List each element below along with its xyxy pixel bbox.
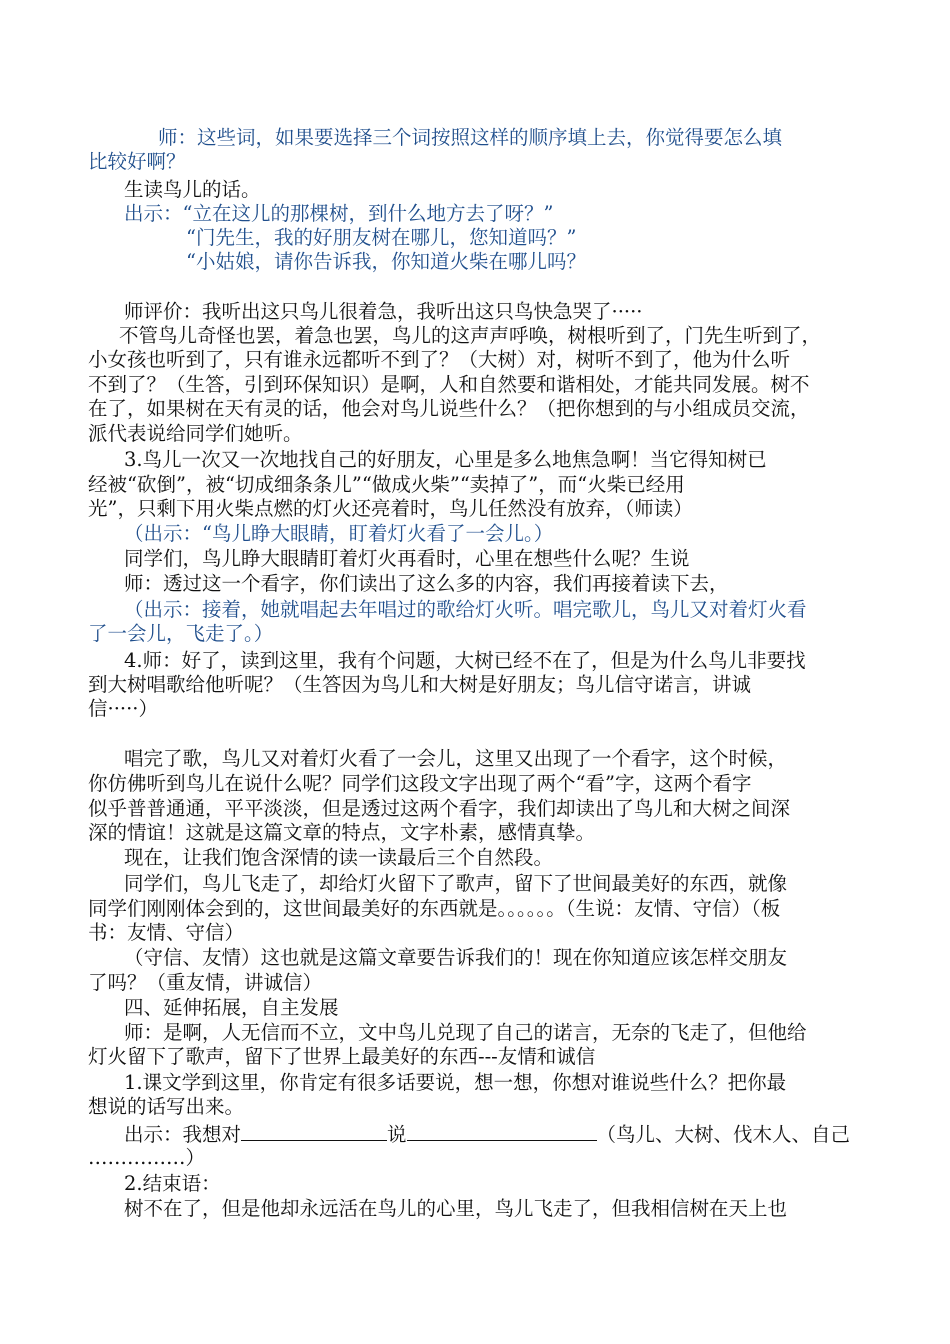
text-line: （守信、友情）这也就是这篇文章要告诉我们的！现在你知道应该怎样交朋友: [124, 946, 788, 969]
fill-in-line: [124, 1122, 850, 1147]
fill-suffix: （鸟儿、大树、伐木人、自己: [596, 1123, 851, 1146]
text-line: 深的情谊！这就是这篇文章的特点，文字朴素，感情真挚。: [88, 821, 596, 844]
text-line: 你仿佛听到鸟儿在说什么呢？同学们这段文字出现了两个“看”字，这两个看字: [88, 772, 752, 795]
text-line: 了一会儿，飞走了。）: [88, 622, 274, 645]
text-line: 比较好啊？: [88, 150, 186, 173]
fill-blank-whom: [241, 1122, 387, 1141]
text-line: 派代表说给同学们她听。: [88, 422, 303, 445]
text-line: 同学们，鸟儿睁大眼睛盯着灯火再看时，心里在想些什么呢？生说: [124, 547, 690, 570]
text-line: 师：是啊，人无信而不立，文中鸟儿兑现了自己的诺言，无奈的飞走了，但他给: [124, 1021, 807, 1044]
text-line: 2.结束语：: [124, 1172, 221, 1195]
text-line: 1.课文学到这里，你肯定有很多话要说，想一想，你想对谁说些什么？把你最: [124, 1071, 787, 1094]
text-line: 树不在了，但是他却永远活在鸟儿的心里，鸟儿飞走了，但我相信树在天上也: [124, 1197, 788, 1220]
text-line: 光”，只剩下用火柴点燃的灯火还亮着时，鸟儿任然没有放弃，（师读）: [88, 497, 693, 520]
text-line: 生读鸟儿的话。: [124, 178, 261, 201]
text-line: 书：友情、守信）: [88, 921, 245, 944]
text-line: 同学们，鸟儿飞走了，却给灯火留下了歌声，留下了世间最美好的东西，就像: [124, 872, 788, 895]
fill-mid: 说: [387, 1123, 407, 1146]
text-line: 4.师：好了，读到这里，我有个问题，大树已经不在了，但是为什么鸟儿非要找: [124, 649, 806, 672]
text-line: 信·····）: [88, 697, 158, 720]
text-line: 不管鸟儿奇怪也罢，着急也罢，鸟儿的这声声呼唤，树根听到了，门先生听到了，: [119, 324, 822, 347]
text-line: 到大树唱歌给他听呢？（生答因为鸟儿和大树是好朋友；鸟儿信守诺言，讲诚: [88, 673, 752, 696]
text-line: 出示：“立在这儿的那棵树，到什么地方去了呀？”: [124, 202, 554, 225]
text-line: 3.鸟儿一次又一次地找自己的好朋友，心里是多么地焦急啊！当它得知树已: [124, 448, 767, 471]
text-line: （出示：“鸟儿睁大眼睛，盯着灯火看了一会儿。）: [124, 522, 554, 545]
text-line: 经被“砍倒”，被“切成细条条儿”“做成火柴”“卖掉了”，而“火柴已经用: [88, 473, 685, 496]
text-line: 现在，让我们饱含深情的读一读最后三个自然段。: [124, 846, 554, 869]
text-line: 唱完了歌，鸟儿又对着灯火看了一会儿，这里又出现了一个看字，这个时候，: [124, 747, 788, 770]
text-line: “门先生，我的好朋友树在哪儿，您知道吗？”: [186, 226, 577, 249]
text-line: 师：透过这一个看字，你们读出了这么多的内容，我们再接着读下去，: [124, 572, 729, 595]
text-line: 想说的话写出来。: [88, 1095, 245, 1118]
fill-prefix: 出示：我想对: [124, 1123, 242, 1146]
text-line: 师：这些词，如果要选择三个词按照这样的顺序填上去，你觉得要怎么填: [158, 126, 783, 149]
text-line: “小姑娘，请你告诉我，你知道火柴在哪儿吗？: [186, 250, 586, 273]
text-line: 灯火留下了歌声，留下了世界上最美好的东西---友情和诚信: [88, 1045, 596, 1068]
text-line: 师评价：我听出这只鸟儿很着急，我听出这只鸟快急哭了·····: [124, 300, 643, 323]
text-line: 同学们刚刚体会到的，这世间最美好的东西就是。。。。。。（生说：友情、守信）（板: [88, 897, 781, 920]
text-line: 不到了？（生答，引到环保知识）是啊，人和自然要和谐相处，才能共同发展。树不: [88, 373, 810, 396]
fill-blank-what: [407, 1122, 597, 1141]
section-heading: 四、延伸拓展，自主发展: [124, 996, 339, 1019]
text-line: （出示：接着，她就唱起去年唱过的歌给灯火听。唱完歌儿，鸟儿又对着灯火看: [124, 598, 807, 621]
text-line: 似乎普普通通，平平淡淡，但是透过这两个看字，我们却读出了鸟儿和大树之间深: [88, 797, 791, 820]
text-line: 小女孩也听到了，只有谁永远都听不到了？（大树）对，树听不到了，他为什么听: [88, 348, 791, 371]
text-line: 了吗？（重友情，讲诚信）: [88, 971, 323, 994]
text-line: 在了，如果树在天有灵的话，他会对鸟儿说些什么？（把你想到的与小组成员交流，: [88, 397, 810, 420]
text-line: ……………）: [88, 1146, 206, 1169]
